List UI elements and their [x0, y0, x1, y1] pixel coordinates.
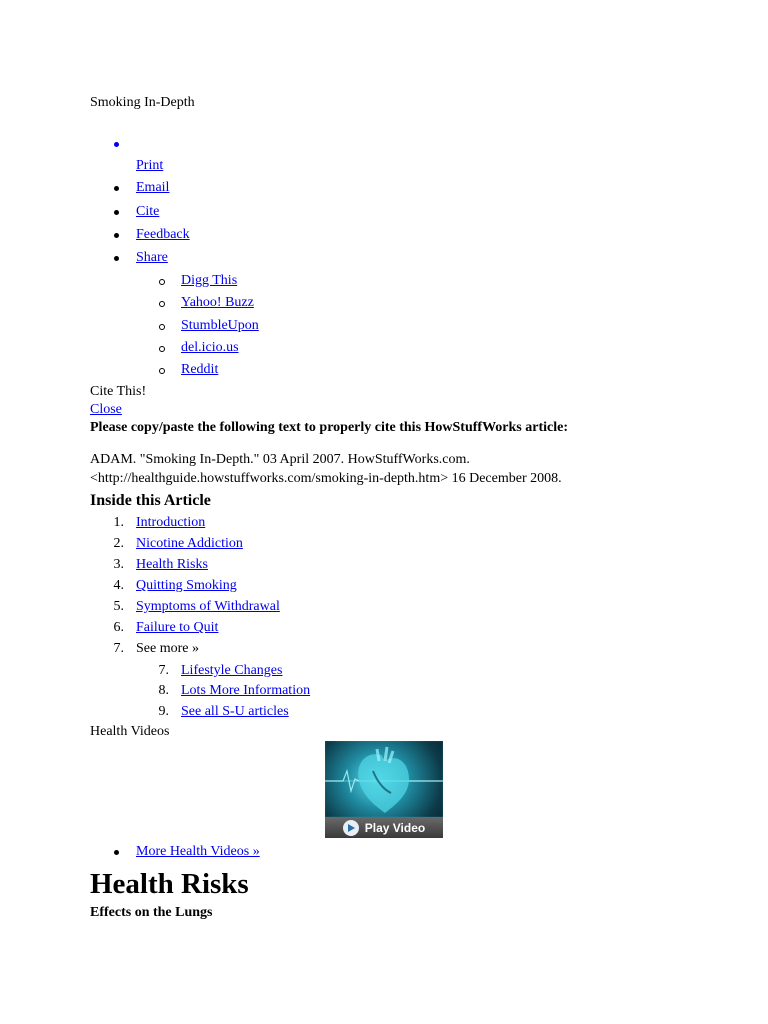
- health-videos-title: Health Videos: [90, 724, 170, 739]
- citation-text-line2: <http://healthguide.howstuffworks.com/smoking-in-depth.htm> 16 December 2008.: [90, 471, 562, 486]
- toc-number: 1.: [113, 515, 124, 530]
- circle-bullet-icon: [159, 368, 165, 374]
- toc-title: Inside this Article: [90, 492, 211, 509]
- share-link[interactable]: Share: [136, 250, 168, 265]
- share-stumbleupon-link[interactable]: StumbleUpon: [181, 318, 259, 333]
- video-thumbnail[interactable]: [325, 741, 443, 838]
- share-yahoo-buzz-link[interactable]: Yahoo! Buzz: [181, 295, 254, 310]
- toc-link-introduction[interactable]: Introduction: [136, 515, 206, 530]
- toc-number: 3.: [113, 557, 124, 572]
- circle-bullet-icon: [159, 324, 165, 330]
- share-digg-link[interactable]: Digg This: [181, 273, 238, 288]
- article-title: Health Risks: [90, 868, 249, 900]
- close-link[interactable]: Close: [90, 402, 122, 417]
- feedback-link[interactable]: Feedback: [136, 227, 190, 242]
- toc-number: 7.: [158, 663, 169, 678]
- print-link[interactable]: Print: [136, 158, 164, 173]
- bullet-icon: [114, 850, 119, 855]
- toc-link-health-risks[interactable]: Health Risks: [136, 557, 208, 572]
- circle-bullet-icon: [159, 346, 165, 352]
- toc-number: 2.: [113, 536, 124, 551]
- bullet-icon: [114, 256, 119, 261]
- share-reddit-link[interactable]: Reddit: [181, 362, 219, 377]
- toc-link-see-all-articles[interactable]: See all S-U articles: [181, 704, 289, 719]
- bullet-icon: [114, 233, 119, 238]
- toc-number: 7.: [113, 641, 124, 656]
- toc-number: 4.: [113, 578, 124, 593]
- toc-see-more-toggle[interactable]: See more »: [136, 641, 199, 656]
- more-health-videos-link[interactable]: More Health Videos »: [136, 844, 260, 859]
- bullet-icon: [114, 142, 119, 147]
- cite-title: Cite This!: [90, 384, 147, 399]
- share-delicious-link[interactable]: del.icio.us: [181, 340, 239, 355]
- toc-link-symptoms-of-withdrawal[interactable]: Symptoms of Withdrawal: [136, 599, 280, 614]
- play-video-button[interactable]: [325, 817, 443, 838]
- circle-bullet-icon: [159, 279, 165, 285]
- toc-number: 5.: [113, 599, 124, 614]
- toc-number: 9.: [158, 704, 169, 719]
- email-link[interactable]: Email: [136, 180, 170, 195]
- toc-link-lifestyle-changes[interactable]: Lifestyle Changes: [181, 663, 283, 678]
- toc-number: 8.: [158, 683, 169, 698]
- cite-link[interactable]: Cite: [136, 204, 160, 219]
- article-subtitle: Effects on the Lungs: [90, 905, 213, 920]
- cite-instruction: Please copy/paste the following text to properly cite this HowStuffWorks article:: [90, 420, 569, 435]
- citation-text-line1: ADAM. "Smoking In-Depth." 03 April 2007. HowStuffWorks.com.: [90, 452, 470, 467]
- toc-link-quitting-smoking[interactable]: Quitting Smoking: [136, 578, 237, 593]
- toc-link-lots-more-information[interactable]: Lots More Information: [181, 683, 311, 698]
- toc-link-failure-to-quit[interactable]: Failure to Quit: [136, 620, 219, 635]
- toc-number: 6.: [113, 620, 124, 635]
- play-video-label: Play Video: [364, 820, 426, 835]
- toc-link-nicotine-addiction[interactable]: Nicotine Addiction: [136, 536, 243, 551]
- bullet-icon: [114, 186, 119, 191]
- circle-bullet-icon: [159, 301, 165, 307]
- bullet-icon: [114, 210, 119, 215]
- page-heading: Smoking In-Depth: [90, 95, 195, 110]
- play-icon: [343, 820, 359, 836]
